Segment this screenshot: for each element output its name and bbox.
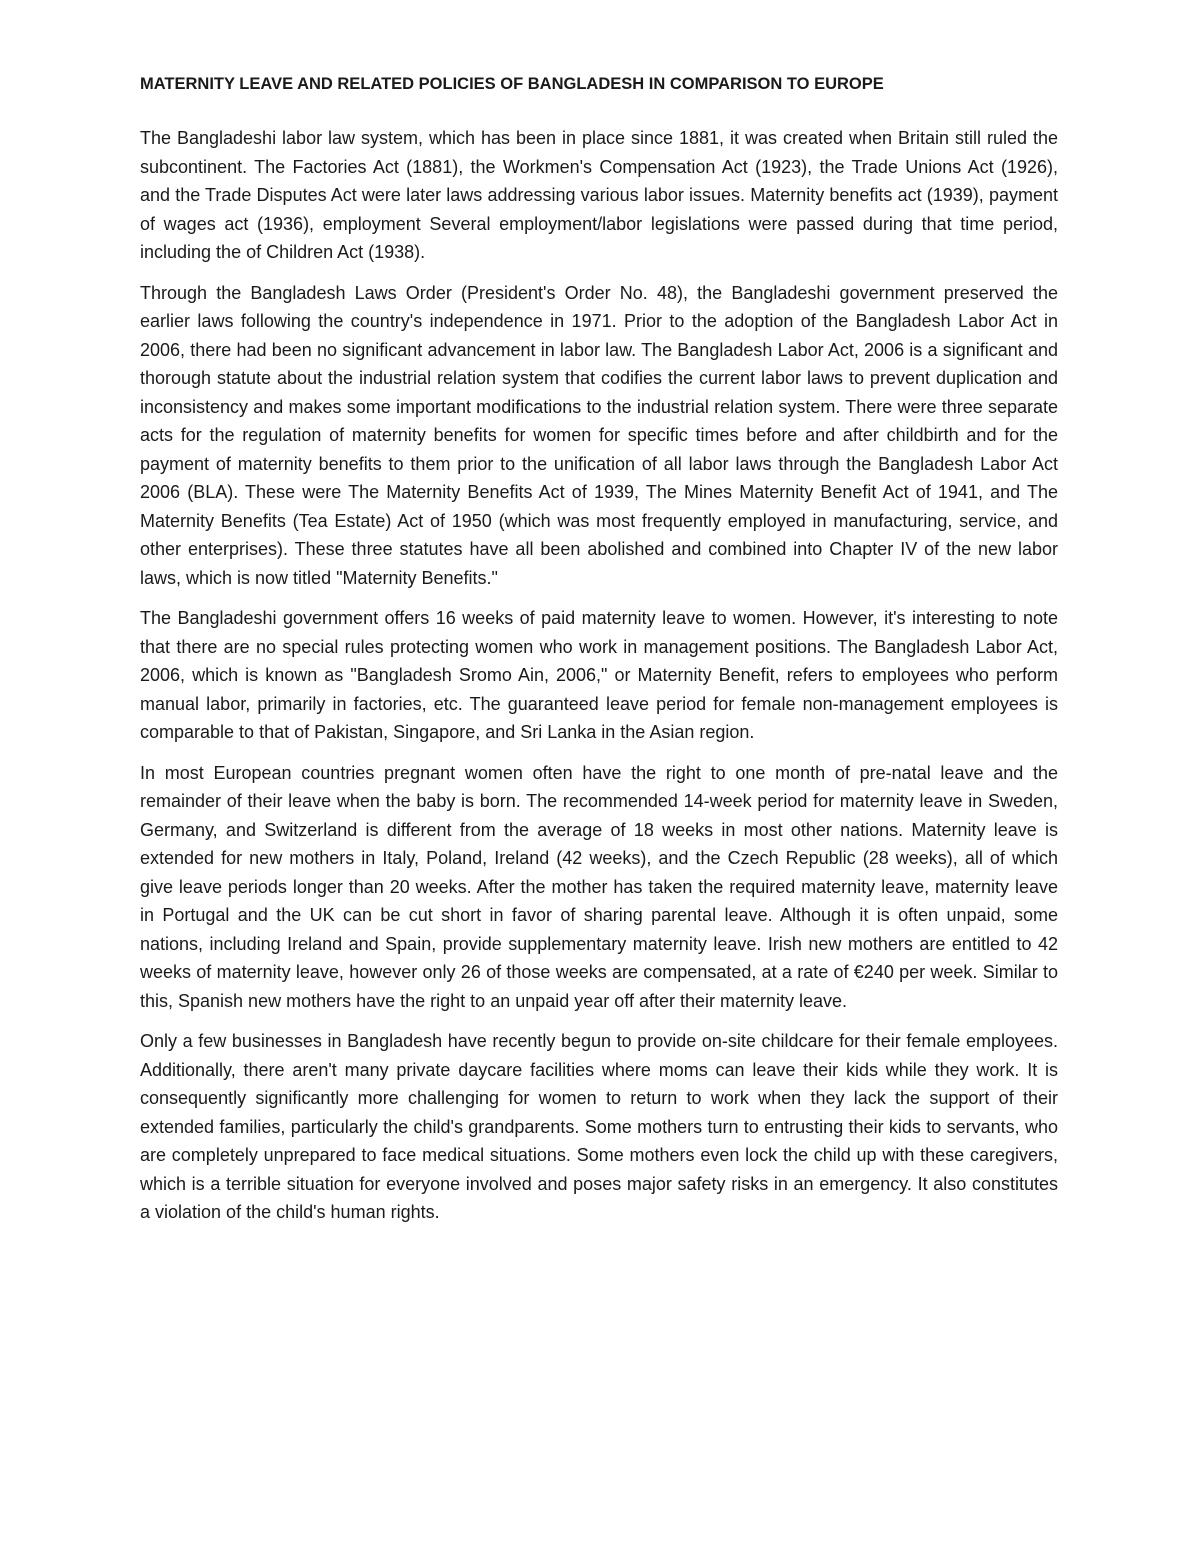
paragraph-labor-law-history: The Bangladeshi labor law system, which has been in place since 1881, it was created when Britain still ruled the subcontinent. The Factories Act (1881), the Workmen's Compensation Act (1923), the Trade Unions Act (1926), and the Trade Disputes Act were later laws addressing various labor issues. Maternity benefits act (1939), payment of wages act (1936), employment Several employment/labor legislations were passed during that time period, including the of Children Act (1938).	[140, 128, 1058, 262]
paragraph-european-comparison: In most European countries pregnant women often have the right to one month of pre-natal leave and the remainder of their leave when the baby is born. The recommended 14-week period for maternity leave in Sweden, Germany, and Switzerland is different from the average of 18 weeks in most other nations. Maternity leave is extended for new mothers in Italy, Poland, Ireland (42 weeks), and the Czech Republic (28 weeks), all of which give leave periods longer than 20 weeks. After the mother has taken the required maternity leave, maternity leave in Portugal and the UK can be cut short in favor of sharing parental leave. Although it is often unpaid, some nations, including Ireland and Spain, provide supplementary maternity leave. Irish new mothers are entitled to 42 weeks of maternity leave, however only 26 of those weeks are compensated, at a rate of €240 per week. Similar to this, Spanish new mothers have the right to an unpaid year off after their maternity leave.	[140, 762, 1058, 1011]
paragraph-bangladesh-labor-act: Through the Bangladesh Laws Order (President's Order No. 48), the Bangladeshi government preserved the earlier laws following the country's independence in 1971. Prior to the adoption of the Bangladesh Labor Act in 2006, there had been no significant advancement in labor law. The Bangladesh Labor Act, 2006 is a significant and thorough statute about the industrial relation system that codifies the current labor laws to prevent duplication and inconsistency and makes some important modifications to the industrial relation system. There were three separate acts for the regulation of maternity benefits for women for specific times before and after childbirth and for the payment of maternity benefits to them prior to the unification of all labor laws through the Bangladesh Labor Act 2006 (BLA). These were The Maternity Benefits Act of 1939, The Mines Maternity Benefit Act of 1941, and The Maternity Benefits (Tea Estate) Act of 1950 (which was most frequently employed in manufacturing, service, and other enterprises). These three statutes have all been abolished and combined into Chapter IV of the new labor laws, which is now titled "Maternity Benefits."	[140, 282, 1058, 588]
paragraph-paid-maternity-leave: The Bangladeshi government offers 16 weeks of paid maternity leave to women. However, it's interesting to note that there are no special rules protecting women who work in management positions. The Bangladesh Labor Act, 2006, which is known as "Bangladesh Sromo Ain, 2006," or Maternity Benefit, refers to employees who perform manual labor, primarily in factories, etc. The guaranteed leave period for female non-management employees is comparable to that of Pakistan, Singapore, and Sri Lanka in the Asian region.	[140, 608, 1058, 742]
paragraph-childcare: Only a few businesses in Bangladesh have recently begun to provide on-site childcare for their female employees. Additionally, there aren't many private daycare facilities where moms can leave their kids while they work. It is consequently significantly more challenging for women to return to work when they lack the support of their extended families, particularly the child's grandparents. Some mothers turn to entrusting their kids to servants, who are completely unprepared to face medical situations. Some mothers even lock the child up with these caregivers, which is a terrible situation for everyone involved and poses major safety risks in an emergency. It also constitutes a violation of the child's human rights.	[140, 1031, 1058, 1222]
document-title: MATERNITY LEAVE AND RELATED POLICIES OF BANGLADESH IN COMPARISON TO EUROPE	[140, 75, 884, 93]
document-body	[140, 70, 1058, 1239]
